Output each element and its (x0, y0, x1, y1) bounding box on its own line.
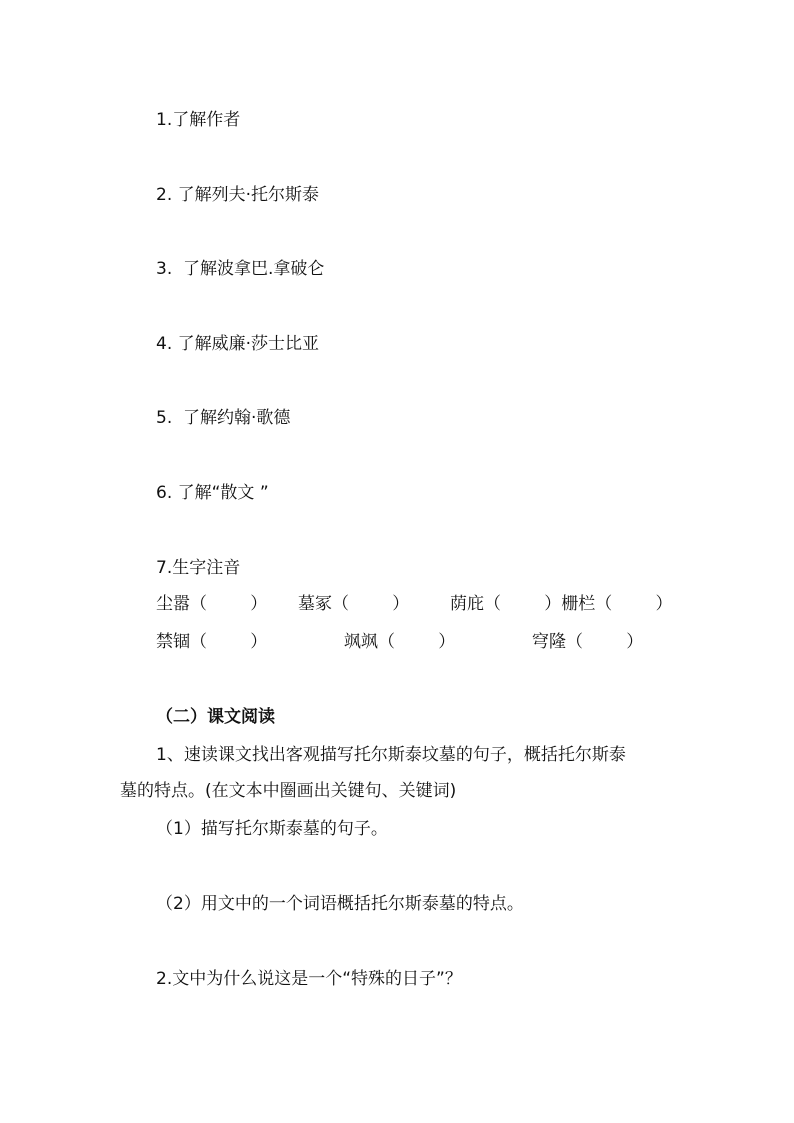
pinyin-word-yinbi-zhalan: 荫庇（ ）栅栏（ ） (450, 594, 673, 614)
pinyin-word-chenxiao: 尘嚣（ ） (156, 594, 268, 614)
prep-item-7: 7.生字注音 (156, 558, 241, 578)
pinyin-row-2 (0, 630, 794, 654)
pinyin-word-sasa: 飒飒（ ） (344, 632, 456, 652)
question-1-line-2: 墓的特点。(在文本中圈画出关键句、关键词) (120, 781, 457, 801)
prep-item-5: 5. 了解约翰·歌德 (156, 408, 291, 428)
pinyin-word-muzhong: 墓冢（ ） (298, 594, 410, 614)
prep-item-2: 2. 了解列夫·托尔斯泰 (156, 185, 320, 205)
question-2: 2.文中为什么说这是一个“特殊的日子”？ (156, 969, 462, 989)
pinyin-word-qionglong: 穹隆（ ） (532, 632, 644, 652)
question-1-line-1: 1、速读课文找出客观描写托尔斯泰坟墓的句子，概括托尔斯泰 (156, 745, 626, 765)
pinyin-word-jingu: 禁锢（ ） (156, 632, 268, 652)
prep-item-1: 1.了解作者 (156, 110, 241, 130)
prep-item-6: 6. 了解“散文 ” (156, 483, 269, 503)
question-1-subpart-2: （2）用文中的一个词语概括托尔斯泰墓的特点。 (156, 894, 524, 914)
question-1-subpart-1: （1）描写托尔斯泰墓的句子。 (156, 819, 388, 839)
prep-item-4: 4. 了解威廉·莎士比亚 (156, 334, 320, 354)
prep-item-3: 3. 了解波拿巴.拿破仑 (156, 259, 325, 279)
section-heading: （二）课文阅读 (156, 707, 275, 727)
pinyin-row-1 (0, 592, 794, 616)
